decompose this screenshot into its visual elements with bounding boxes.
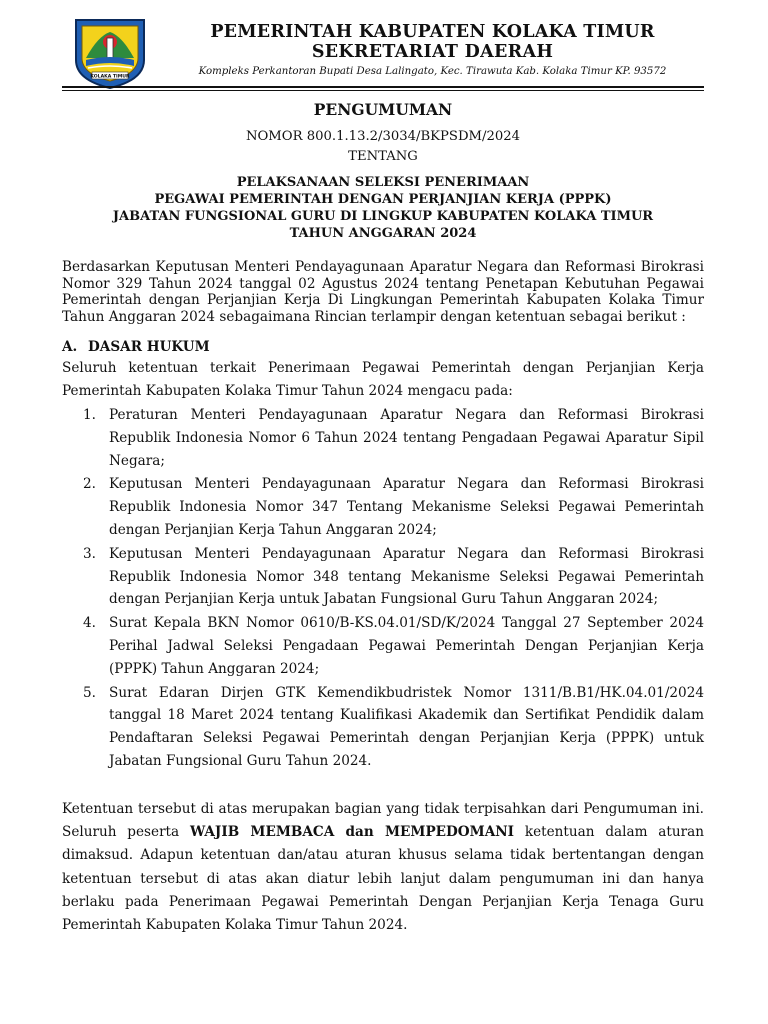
list-item — [80, 473, 704, 541]
list-item-text: Keputusan Menteri Pendayagunaan Aparatur Negara dan Reformasi Birokrasi Republik Indonesia Nomor 348 tentang Mekanisme Seleksi Pegawai Pemerintah dengan Perjanjian Kerja untuk Jabatan Fungsional Guru Tahun Anggaran 2024; — [109, 545, 704, 608]
section-number: A. — [62, 339, 78, 355]
list-item-text: Peraturan Menteri Pendayagunaan Aparatur Negara dan Reformasi Birokrasi Republik Indonesia Nomor 6 Tahun 2024 tentang Pengadaan Pegawai Aparatur Sipil Negara; — [109, 407, 704, 469]
org-name-line1: PEMERINTAH KABUPATEN KOLAKA TIMUR — [210, 22, 655, 42]
closing-paragraph — [62, 798, 704, 937]
closing-connector: dan — [334, 824, 385, 841]
list-item-text: Surat Kepala BKN Nomor 0610/B-KS.04.01/SD/K/2024 Tanggal 27 September 2024 Perihal Jadwal Seleksi Pengadaan Pegawai Pemerintah Dengan Perjanjian Kerja (PPPK) Tahun Anggaran 2024; — [109, 615, 704, 677]
list-item-number: 2. — [83, 476, 96, 493]
subject-line: PEGAWAI PEMERINTAH DENGAN PERJANJIAN KERJA (PPPK) — [154, 192, 612, 207]
document-tentang: TENTANG — [348, 149, 418, 164]
intro-paragraph: Berdasarkan Keputusan Menteri Pendayagunaan Aparatur Negara dan Reformasi Birokrasi Nomor 329 Tahun 2024 tanggal 02 Agustus 2024 tentang Penetapan Kebutuhan Pegawai Pemerintah dengan Perjanjian Kerja Di Lingkungan Pemerintah Kabupaten Kolaka Timur Tahun Anggaran 2024 sebagaimana Rincian terlampir dengan ketentuan sebagai berikut : — [62, 259, 704, 325]
document-subject — [62, 174, 704, 242]
list-item — [80, 682, 704, 773]
list-item — [80, 612, 704, 680]
list-item-number: 3. — [83, 545, 96, 562]
closing-text: Ketentuan tersebut di atas merupakan bagian yang tidak terpisahkan dari Pengumuman ini. Seluruh peserta — [62, 801, 704, 841]
subject-line: JABATAN FUNGSIONAL GURU DI LINGKUP KABUPATEN KOLAKA TIMUR — [112, 209, 654, 224]
subject-line: PELAKSANAAN SELEKSI PENERIMAAN — [236, 175, 530, 190]
legal-basis-list — [80, 404, 704, 774]
list-item-text: Keputusan Menteri Pendayagunaan Aparatur Negara dan Reformasi Birokrasi Republik Indonesia Nomor 347 Tentang Mekanisme Seleksi Pegawai Pemerintah dengan Perjanjian Kerja Tahun Anggaran 2024; — [109, 476, 704, 538]
closing-emphasis: MEMPEDOMANI — [384, 824, 515, 841]
list-item-number: 5. — [83, 684, 96, 701]
document-number: NOMOR 800.1.13.2/3034/BKPSDM/2024 — [245, 129, 521, 144]
letterhead-rule-thin — [62, 90, 704, 91]
closing-text: ketentuan dalam aturan dimaksud. Adapun ketentuan dan/atau aturan khusus selama tidak bertentangan dengan ketentuan tersebut di atas akan diatur lebih lanjut dalam pengumuman ini dan hanya berlaku pada Penerimaan Pegawai Pemerintah Dengan Perjanjian Kerja Tenaga Guru Pemerintah Kabupaten Kolaka Timur Tahun 2024. — [62, 824, 704, 934]
section-a-intro: Seluruh ketentuan terkait Penerimaan Pegawai Pemerintah dengan Perjanjian Kerja Pemerintah Kabupaten Kolaka Timur Tahun 2024 mengacu pada: — [62, 360, 704, 399]
section-title: DASAR HUKUM — [88, 339, 210, 355]
letterhead-rule-thick — [62, 86, 704, 88]
logo-caption: KOLAKA TIMUR — [90, 74, 130, 80]
closing-emphasis: WAJIB MEMBACA — [189, 824, 335, 841]
section-a-heading — [62, 338, 210, 356]
org-name-line2: SEKRETARIAT DAERAH — [311, 42, 554, 62]
list-item-number: 1. — [83, 407, 96, 423]
list-item — [80, 404, 704, 472]
office-address: Kompleks Perkantoran Bupati Desa Lalingato, Kec. Tirawuta Kab. Kolaka Timur KP. 93572 — [198, 66, 667, 77]
list-item-text: Surat Edaran Dirjen GTK Kemendikbudristek Nomor 1311/B.B1/HK.04.01/2024 tanggal 18 Maret 2024 tentang Kualifikasi Akademik dan Sertifikat Pendidik dalam Pendaftaran Seleksi Pegawai Pemerintah dengan Perjanjian Kerja (PPPK) untuk Jabatan Fungsional Guru Tahun 2024. — [109, 684, 704, 769]
subject-line: TAHUN ANGGARAN 2024 — [289, 226, 477, 241]
document-title: PENGUMUMAN — [313, 100, 453, 119]
list-item-number: 4. — [83, 615, 96, 632]
kolaka-timur-emblem — [70, 14, 150, 90]
list-item — [80, 543, 704, 611]
